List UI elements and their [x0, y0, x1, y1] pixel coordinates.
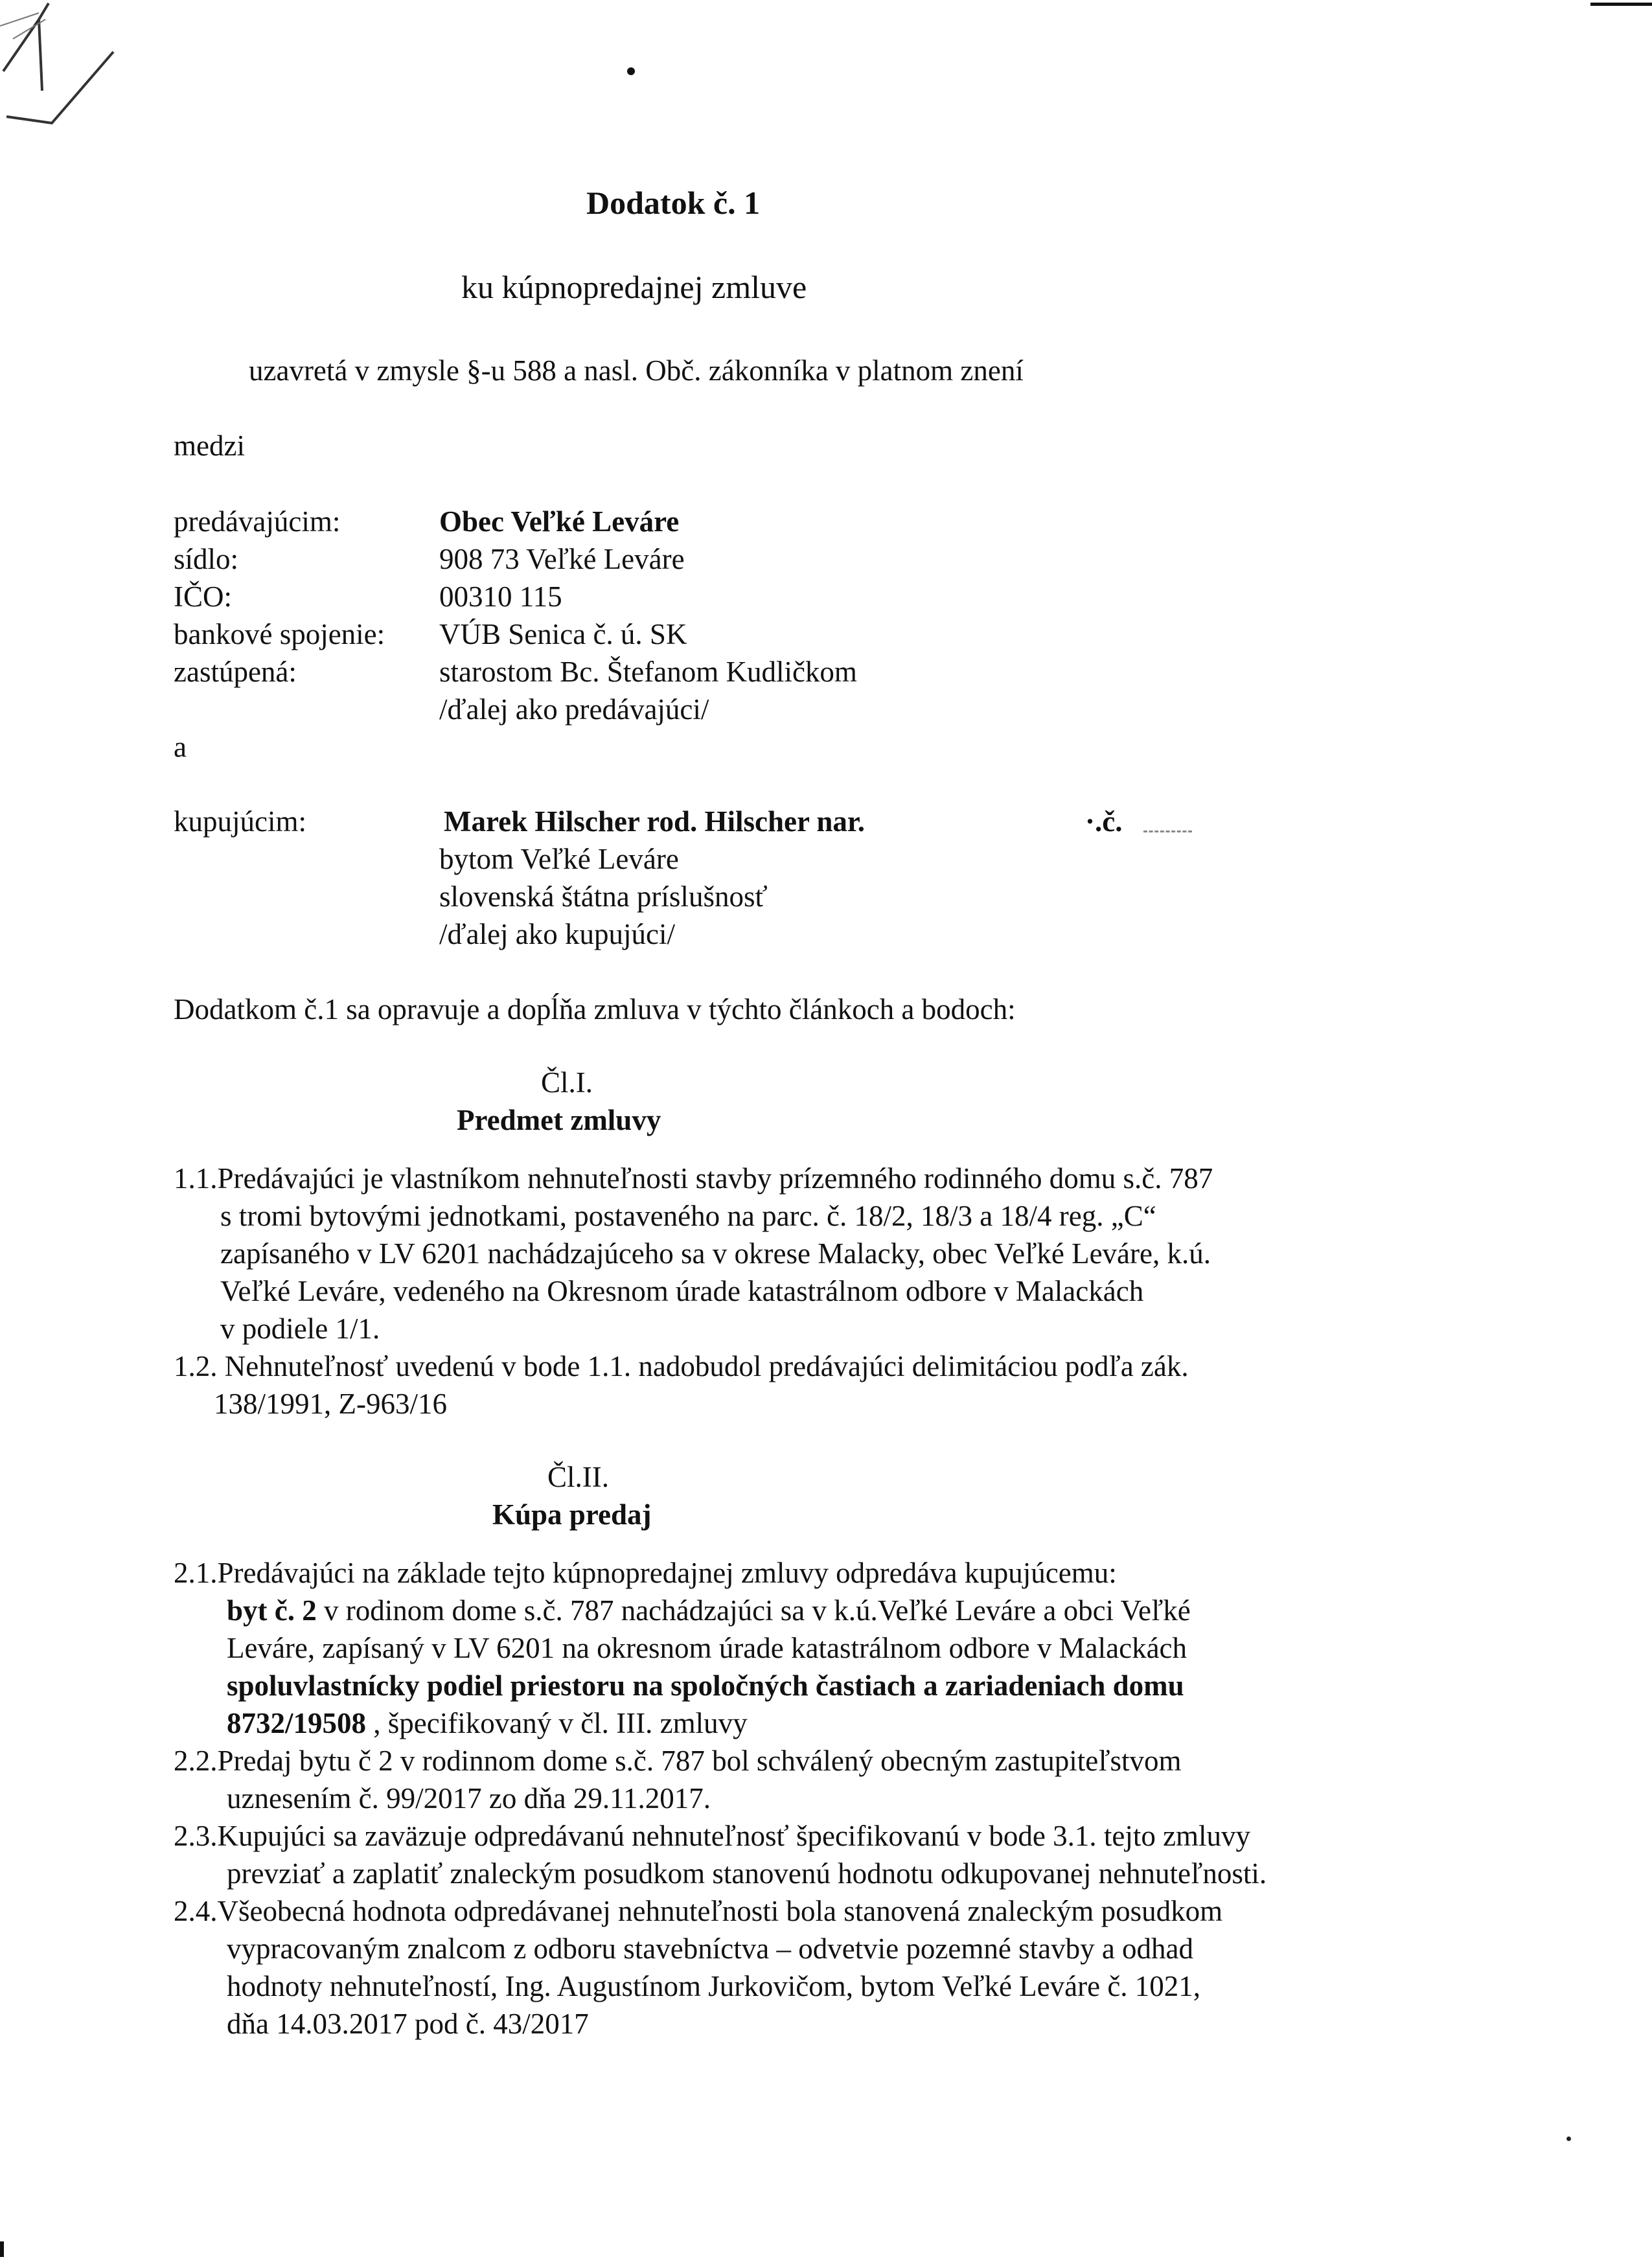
p22-line: uznesením č. 99/2017 zo dňa 29.11.2017. [227, 1782, 711, 1815]
p23-line: prevziať a zaplatiť znaleckým posudkom stanovenú hodnotu odkupovanej nehnuteľnosti. [227, 1857, 1267, 1890]
buyer-name: Marek Hilscher rod. Hilscher nar. [444, 805, 865, 838]
p11-line: s tromi bytovými jednotkami, postaveného na parc. č. 18/2, 18/3 a 18/4 reg. „C“ [220, 1200, 1156, 1232]
buyer-nationality: slovenská štátna príslušnosť [439, 880, 768, 913]
p21-line: Leváre, zapísaný v LV 6201 na okresnom úrade katastrálnom odbore v Malackách [227, 1632, 1187, 1664]
p12-line: 138/1991, Z-963/16 [214, 1388, 447, 1420]
share-ratio: 8732/19508 [227, 1707, 367, 1739]
p21-line: spoluvlastnícky podiel priestoru na spoločných častiach a zariadeniach domu [227, 1669, 1184, 1702]
scan-speck [1566, 2136, 1571, 2141]
p24-line: 2.4.Všeobecná hodnota odpredávanej nehnuteľnosti bola stanovená znaleckým posudkom [174, 1895, 1223, 1927]
top-right-line [1590, 3, 1652, 6]
p23-line: 2.3.Kupujúci sa zaväzuje odpredávanú nehnuteľnosť špecifikovanú v bode 3.1. tejto zmluvy [174, 1820, 1251, 1852]
and-label: a [174, 731, 187, 763]
p24-line: hodnoty nehnuteľností, Ing. Augustínom Jurkovičom, bytom Veľké Leváre č. 1021, [227, 1970, 1201, 2002]
intro-line: uzavretá v zmysle §-u 588 a nasl. Obč. zákonníka v platnom znení [249, 354, 1024, 387]
representative-value: starostom Bc. Štefanom Kudličkom [439, 656, 857, 688]
p21-text: , špecifikovaný v čl. III. zmluvy [366, 1707, 748, 1739]
seller-name: Obec Veľké Leváre [439, 505, 680, 538]
p21-line [227, 1705, 748, 1742]
buyer-name-tail: ·.č. [1085, 805, 1123, 838]
p11-line: v podiele 1/1. [220, 1312, 380, 1345]
buyer-address: bytom Veľké Leváre [439, 843, 679, 875]
p22-line: 2.2.Predaj bytu č 2 v rodinnom dome s.č. 787 bol schválený obecným zastupiteľstvom [174, 1745, 1182, 1777]
article1-number: Čl.I. [541, 1066, 593, 1099]
bank-value: VÚB Senica č. ú. SK [439, 618, 687, 650]
between-label: medzi [174, 430, 245, 462]
seller-note: /ďalej ako predávajúci/ [439, 693, 709, 726]
seat-value: 908 73 Veľké Leváre [439, 543, 685, 575]
representative-label: zastúpená: [174, 656, 297, 688]
p24-line: vypracovaným znalcom z odboru stavebníctva – odvetvie pozemné stavby a odhad [227, 1932, 1194, 1965]
document-title: Dodatok č. 1 [586, 185, 761, 221]
apartment-number: byt č. 2 [227, 1594, 317, 1627]
p11-line: 1.1.Predávajúci je vlastníkom nehnuteľnosti stavby prízemného rodinného domu s.č. 787 [174, 1162, 1213, 1195]
ico-value: 00310 115 [439, 580, 562, 613]
p11-line: Veľké Leváre, vedeného na Okresnom úrade katastrálnom odbore v Malackách [220, 1275, 1144, 1307]
article2-heading: Kúpa predaj [492, 1498, 652, 1531]
article2-number: Čl.II. [547, 1461, 609, 1493]
p11-line: zapísaného v LV 6201 nachádzajúceho sa v okrese Malacky, obec Veľké Leváre, k.ú. [220, 1237, 1211, 1270]
seller-label: predávajúcim: [174, 505, 341, 538]
buyer-note: /ďalej ako kupujúci/ [439, 918, 675, 950]
dot-mark [627, 67, 635, 75]
p12-line: 1.2. Nehnuteľnosť uvedenú v bode 1.1. nadobudol predávajúci delimitáciou podľa zák. [174, 1350, 1189, 1382]
p21-text: v rodinom dome s.č. 787 nachádzajúci sa v k.ú.Veľké Leváre a obci Veľké [316, 1594, 1191, 1627]
bank-label: bankové spojenie: [174, 618, 385, 650]
redaction-dashes [1143, 830, 1192, 832]
article1-heading: Predmet zmluvy [457, 1104, 661, 1136]
p21-line [227, 1592, 1191, 1629]
seat-label: sídlo: [174, 543, 239, 575]
scan-edge-mark [0, 2241, 4, 2257]
p24-line: dňa 14.03.2017 pod č. 43/2017 [227, 2008, 589, 2040]
p21-line: 2.1.Predávajúci na základe tejto kúpnopredajnej zmluvy odpredáva kupujúcemu: [174, 1557, 1117, 1589]
handwritten-corner-mark [0, 0, 143, 143]
buyer-label: kupujúcim: [174, 805, 306, 838]
ico-label: IČO: [174, 580, 232, 613]
amendment-line: Dodatkom č.1 sa opravuje a dopĺňa zmluva v týchto článkoch a bodoch: [174, 993, 1016, 1025]
document-subtitle: ku kúpnopredajnej zmluve [461, 269, 807, 305]
